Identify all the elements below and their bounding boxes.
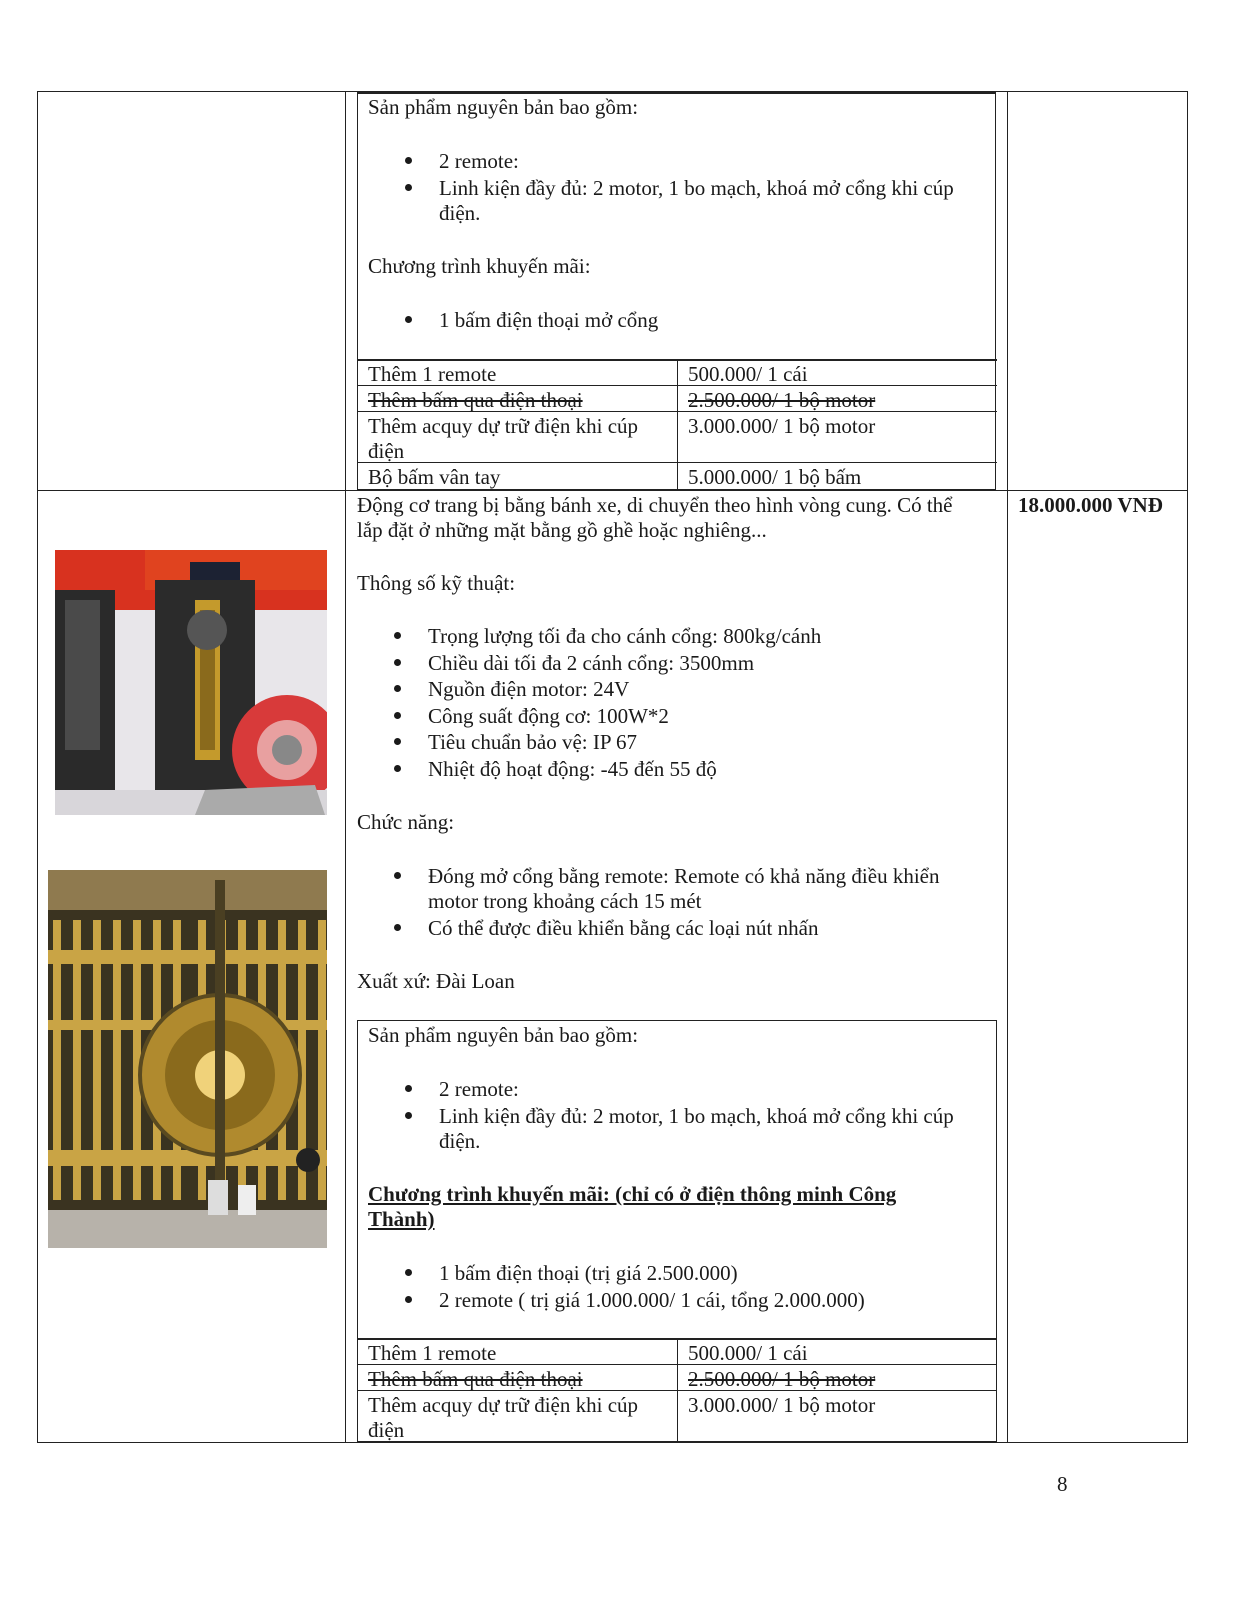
outer-left-border [37, 91, 38, 1443]
row2-promo-item: 2 remote ( trị giá 1.000.000/ 1 cái, tổng 2.000.000) [439, 1288, 865, 1312]
row2-intro-cont: lắp đặt ở những mặt bằng gồ ghề hoặc nghiêng... [357, 518, 767, 542]
row1-option-name-cont: điện [368, 439, 405, 463]
bullet [405, 1085, 412, 1092]
bullet [394, 632, 401, 639]
row1-option-price: 2.500.000/ 1 bộ motor [688, 388, 876, 412]
bullet [394, 659, 401, 666]
row1-option-price: 3.000.000/ 1 bộ motor [688, 414, 876, 438]
bullet [394, 924, 401, 931]
row2-price: 18.000.000 VNĐ [1018, 493, 1163, 517]
row1-option-name: Thêm 1 remote [368, 362, 497, 386]
bullet [405, 1296, 412, 1303]
row2-promo-heading-cont: Thành) [368, 1207, 435, 1231]
bullet [394, 765, 401, 772]
row1-box-item: Linh kiện đầy đủ: 2 motor, 1 bo mạch, khoá mở cổng khi cúp [439, 176, 954, 200]
row2-option-name: Thêm acquy dự trữ điện khi cúp [368, 1393, 639, 1417]
row2-promo-heading: Chương trình khuyến mãi: (chỉ có ở điện thông minh Công [368, 1182, 897, 1206]
spec-item: Tiêu chuẩn bảo vệ: IP 67 [428, 730, 638, 754]
bullet [394, 712, 401, 719]
row1-option-price: 5.000.000/ 1 bộ bấm [688, 465, 862, 489]
row2-promo-item: 1 bấm điện thoại (trị giá 2.500.000) [439, 1261, 738, 1285]
bullet [405, 1269, 412, 1276]
row1-box-item-cont: điện. [439, 201, 481, 225]
row1-option-price: 500.000/ 1 cái [688, 362, 808, 386]
row1-promo-item: 1 bấm điện thoại mở cổng [439, 308, 659, 332]
col-divider-1 [345, 91, 346, 1443]
row2-spec-heading: Thông số kỹ thuật: [357, 571, 516, 595]
page-number: 8 [1057, 1472, 1068, 1496]
spec-item: Trọng lượng tối đa cho cánh cổng: 800kg/cánh [428, 624, 822, 648]
bullet [394, 738, 401, 745]
row2-box-item: 2 remote: [439, 1077, 519, 1101]
bullet [394, 872, 401, 879]
function-item: Có thể được điều khiển bằng các loại nút nhấn [428, 916, 819, 940]
motor-photo [55, 550, 327, 815]
gate-photo [48, 870, 327, 1248]
outer-row-divider [37, 490, 1188, 491]
row2-origin: Xuất xứ: Đài Loan [357, 969, 515, 993]
row1-box-item: 2 remote: [439, 149, 519, 173]
row2-box-item-cont: điện. [439, 1129, 481, 1153]
row2-option-name-cont: điện [368, 1418, 405, 1442]
row2-option-price: 500.000/ 1 cái [688, 1341, 808, 1365]
outer-right-border [1187, 91, 1188, 1443]
bullet [405, 1112, 412, 1119]
row2-option-price: 2.500.000/ 1 bộ motor [688, 1367, 876, 1391]
row1-promo-heading: Chương trình khuyến mãi: [368, 254, 591, 278]
outer-bottom-border [37, 1442, 1188, 1443]
spec-item: Công suất động cơ: 100W*2 [428, 704, 669, 728]
row2-box-heading: Sản phẩm nguyên bản bao gồm: [368, 1023, 639, 1047]
row2-box-item: Linh kiện đầy đủ: 2 motor, 1 bo mạch, khoá mở cổng khi cúp [439, 1104, 954, 1128]
function-item: Đóng mở cổng bằng remote: Remote có khả năng điều khiển [428, 864, 940, 888]
row1-option-name: Thêm acquy dự trữ điện khi cúp [368, 414, 639, 438]
row2-function-heading: Chức năng: [357, 810, 455, 834]
row2-intro: Động cơ trang bị bằng bánh xe, di chuyển theo hình vòng cung. Có thể [357, 493, 953, 517]
row1-option-name: Thêm bấm qua điện thoại [368, 388, 583, 412]
row1-box-heading: Sản phẩm nguyên bản bao gồm: [368, 95, 639, 119]
row2-option-name: Thêm 1 remote [368, 1341, 497, 1365]
row2-option-price: 3.000.000/ 1 bộ motor [688, 1393, 876, 1417]
col-divider-2 [1007, 91, 1008, 1443]
spec-item: Nhiệt độ hoạt động: -45 đến 55 độ [428, 757, 717, 781]
row1-option-name: Bộ bấm vân tay [368, 465, 501, 489]
bullet [394, 685, 401, 692]
bullet [405, 316, 412, 323]
function-item-cont: motor trong khoảng cách 15 mét [428, 889, 702, 913]
row2-opt-col-divider [677, 1339, 678, 1442]
spec-item: Nguồn điện motor: 24V [428, 677, 630, 701]
bullet [405, 184, 412, 191]
row1-opt-col-divider [677, 360, 678, 490]
row2-option-name: Thêm bấm qua điện thoại [368, 1367, 583, 1391]
spec-item: Chiều dài tối đa 2 cánh cổng: 3500mm [428, 651, 755, 675]
bullet [405, 157, 412, 164]
